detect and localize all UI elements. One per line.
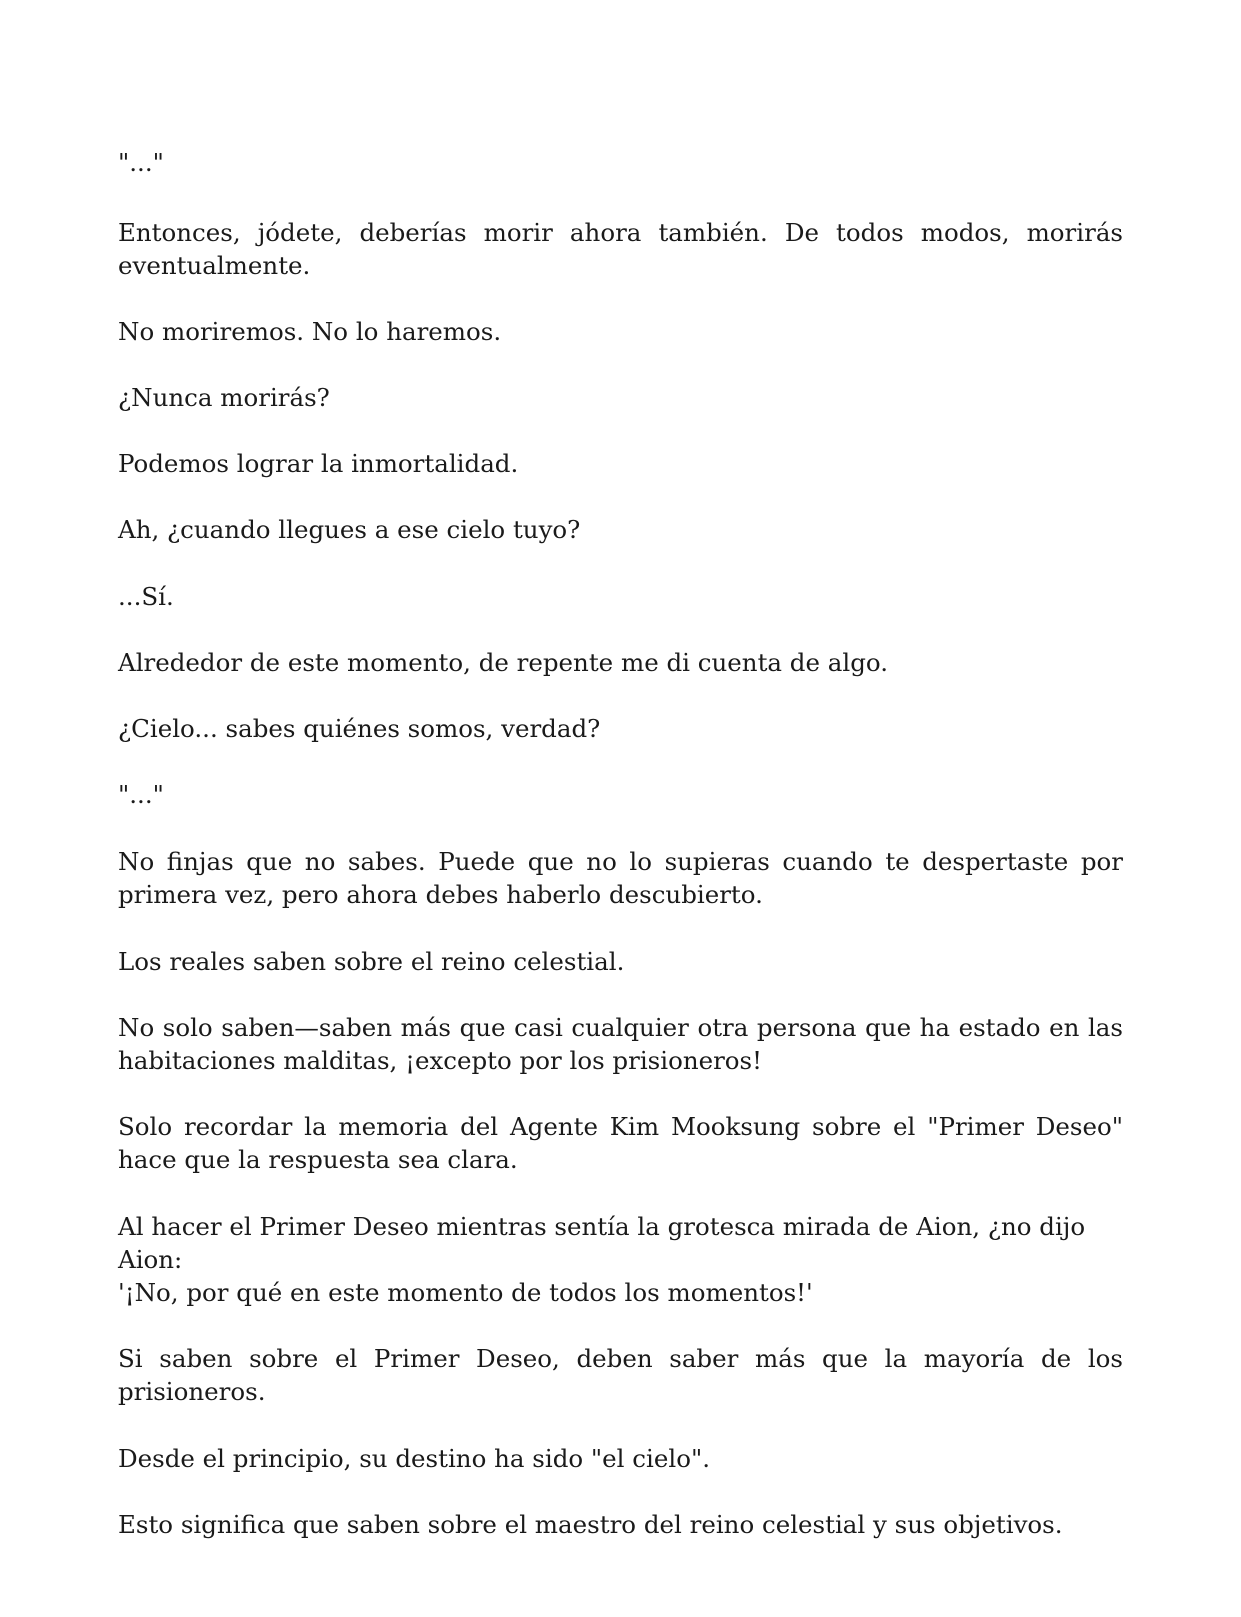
paragraph-10: "..." xyxy=(118,780,164,809)
paragraph-3: No moriremos. No lo haremos. xyxy=(118,317,502,346)
paragraph-13: No solo saben—saben más que casi cualquier otra persona que ha estado en las habitaciones malditas, ¡excepto por los prisioneros! xyxy=(118,1013,1123,1075)
paragraph-11: No finjas que no sabes. Puede que no lo supieras cuando te despertaste por primera vez, pero ahora debes haberlo descubierto. xyxy=(118,847,1123,909)
paragraph-2: Entonces, jódete, deberías morir ahora también. De todos modos, morirás eventualmente. xyxy=(118,218,1123,280)
paragraph-1: "..." xyxy=(118,148,164,177)
paragraph-16: '¡No, por qué en este momento de todos los momentos!' xyxy=(118,1278,813,1307)
paragraph-5: Podemos lograr la inmortalidad. xyxy=(118,449,519,478)
paragraph-14: Solo recordar la memoria del Agente Kim Mooksung sobre el "Primer Deseo" hace que la respuesta sea clara. xyxy=(118,1112,1123,1174)
paragraph-6: Ah, ¿cuando llegues a ese cielo tuyo? xyxy=(118,515,581,544)
paragraph-4: ¿Nunca morirás? xyxy=(118,383,330,412)
paragraph-17: Si saben sobre el Primer Deseo, deben saber más que la mayoría de los prisioneros. xyxy=(118,1344,1123,1406)
paragraph-8: Alrededor de este momento, de repente me di cuenta de algo. xyxy=(118,648,889,677)
paragraph-12: Los reales saben sobre el reino celestial. xyxy=(118,947,625,976)
paragraph-19: Esto significa que saben sobre el maestro del reino celestial y sus objetivos. xyxy=(118,1510,1063,1539)
paragraph-15: Al hacer el Primer Deseo mientras sentía la grotesca mirada de Aion, ¿no dijo Aion: xyxy=(118,1212,1086,1274)
paragraph-7: ...Sí. xyxy=(118,582,174,611)
paragraph-9: ¿Cielo... sabes quiénes somos, verdad? xyxy=(118,714,601,743)
paragraph-18: Desde el principio, su destino ha sido "el cielo". xyxy=(118,1444,711,1473)
